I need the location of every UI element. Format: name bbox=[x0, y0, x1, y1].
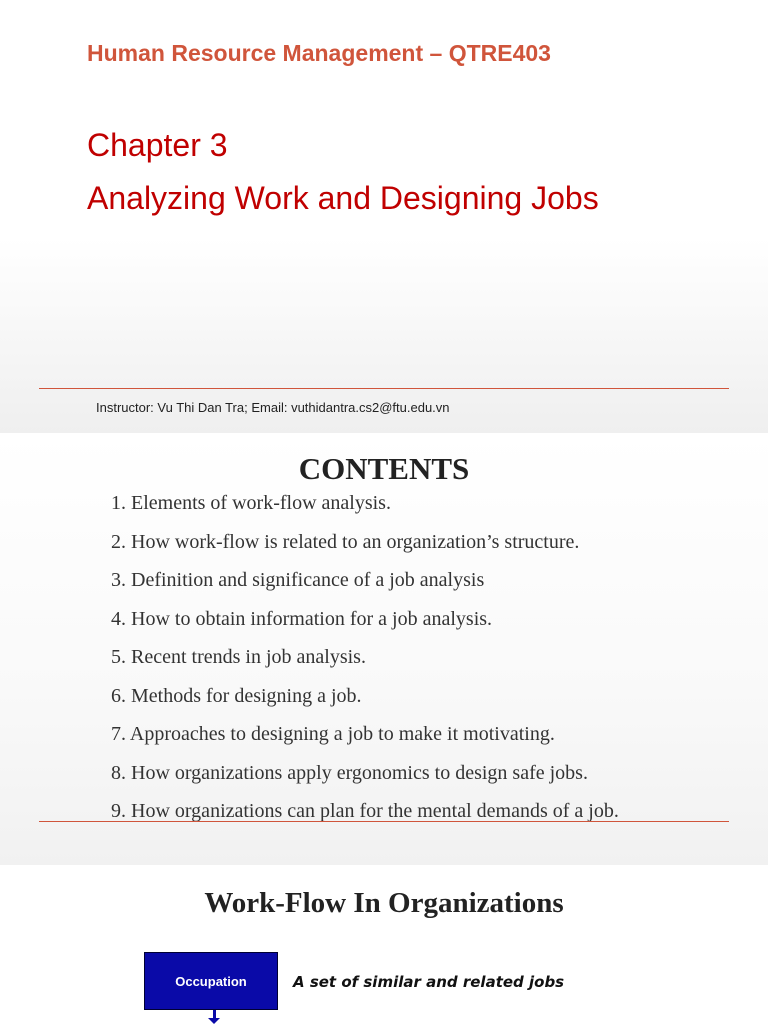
divider-line bbox=[39, 388, 729, 389]
arrow-head-icon bbox=[208, 1018, 220, 1024]
instructor-info: Instructor: Vu Thi Dan Tra; Email: vuthidantra.cs2@ftu.edu.vn bbox=[96, 400, 450, 415]
divider-line bbox=[39, 821, 729, 822]
list-item: 9. How organizations can plan for the mental demands of a job. bbox=[111, 800, 619, 822]
workflow-slide bbox=[0, 865, 768, 1024]
list-item: 7. Approaches to designing a job to make it motivating. bbox=[111, 723, 555, 745]
list-item: 4. How to obtain information for a job analysis. bbox=[111, 607, 493, 630]
chapter-title: Analyzing Work and Designing Jobs bbox=[87, 180, 599, 216]
list-item: 3. Definition and significance of a job analysis bbox=[111, 569, 485, 591]
contents-heading: CONTENTS bbox=[298, 451, 470, 486]
list-item: 2. How work-flow is related to an organization’s structure. bbox=[111, 530, 580, 553]
course-title: Human Resource Management – QTRE403 bbox=[87, 40, 551, 66]
list-item: 5. Recent trends in job analysis. bbox=[111, 646, 366, 668]
list-item: 1. Elements of work-flow analysis. bbox=[111, 492, 391, 514]
contents-slide bbox=[0, 433, 768, 865]
occupation-description: A set of similar and related jobs bbox=[293, 973, 565, 991]
title-slide bbox=[0, 0, 768, 433]
list-item: 8. How organizations apply ergonomics to design safe jobs. bbox=[111, 761, 588, 784]
contents-list bbox=[111, 491, 656, 823]
list-item: 6. Methods for designing a job. bbox=[111, 684, 362, 707]
chapter-number: Chapter 3 bbox=[87, 127, 228, 163]
workflow-heading: Work-Flow In Organizations bbox=[204, 887, 564, 919]
occupation-box: Occupation bbox=[144, 952, 278, 1010]
